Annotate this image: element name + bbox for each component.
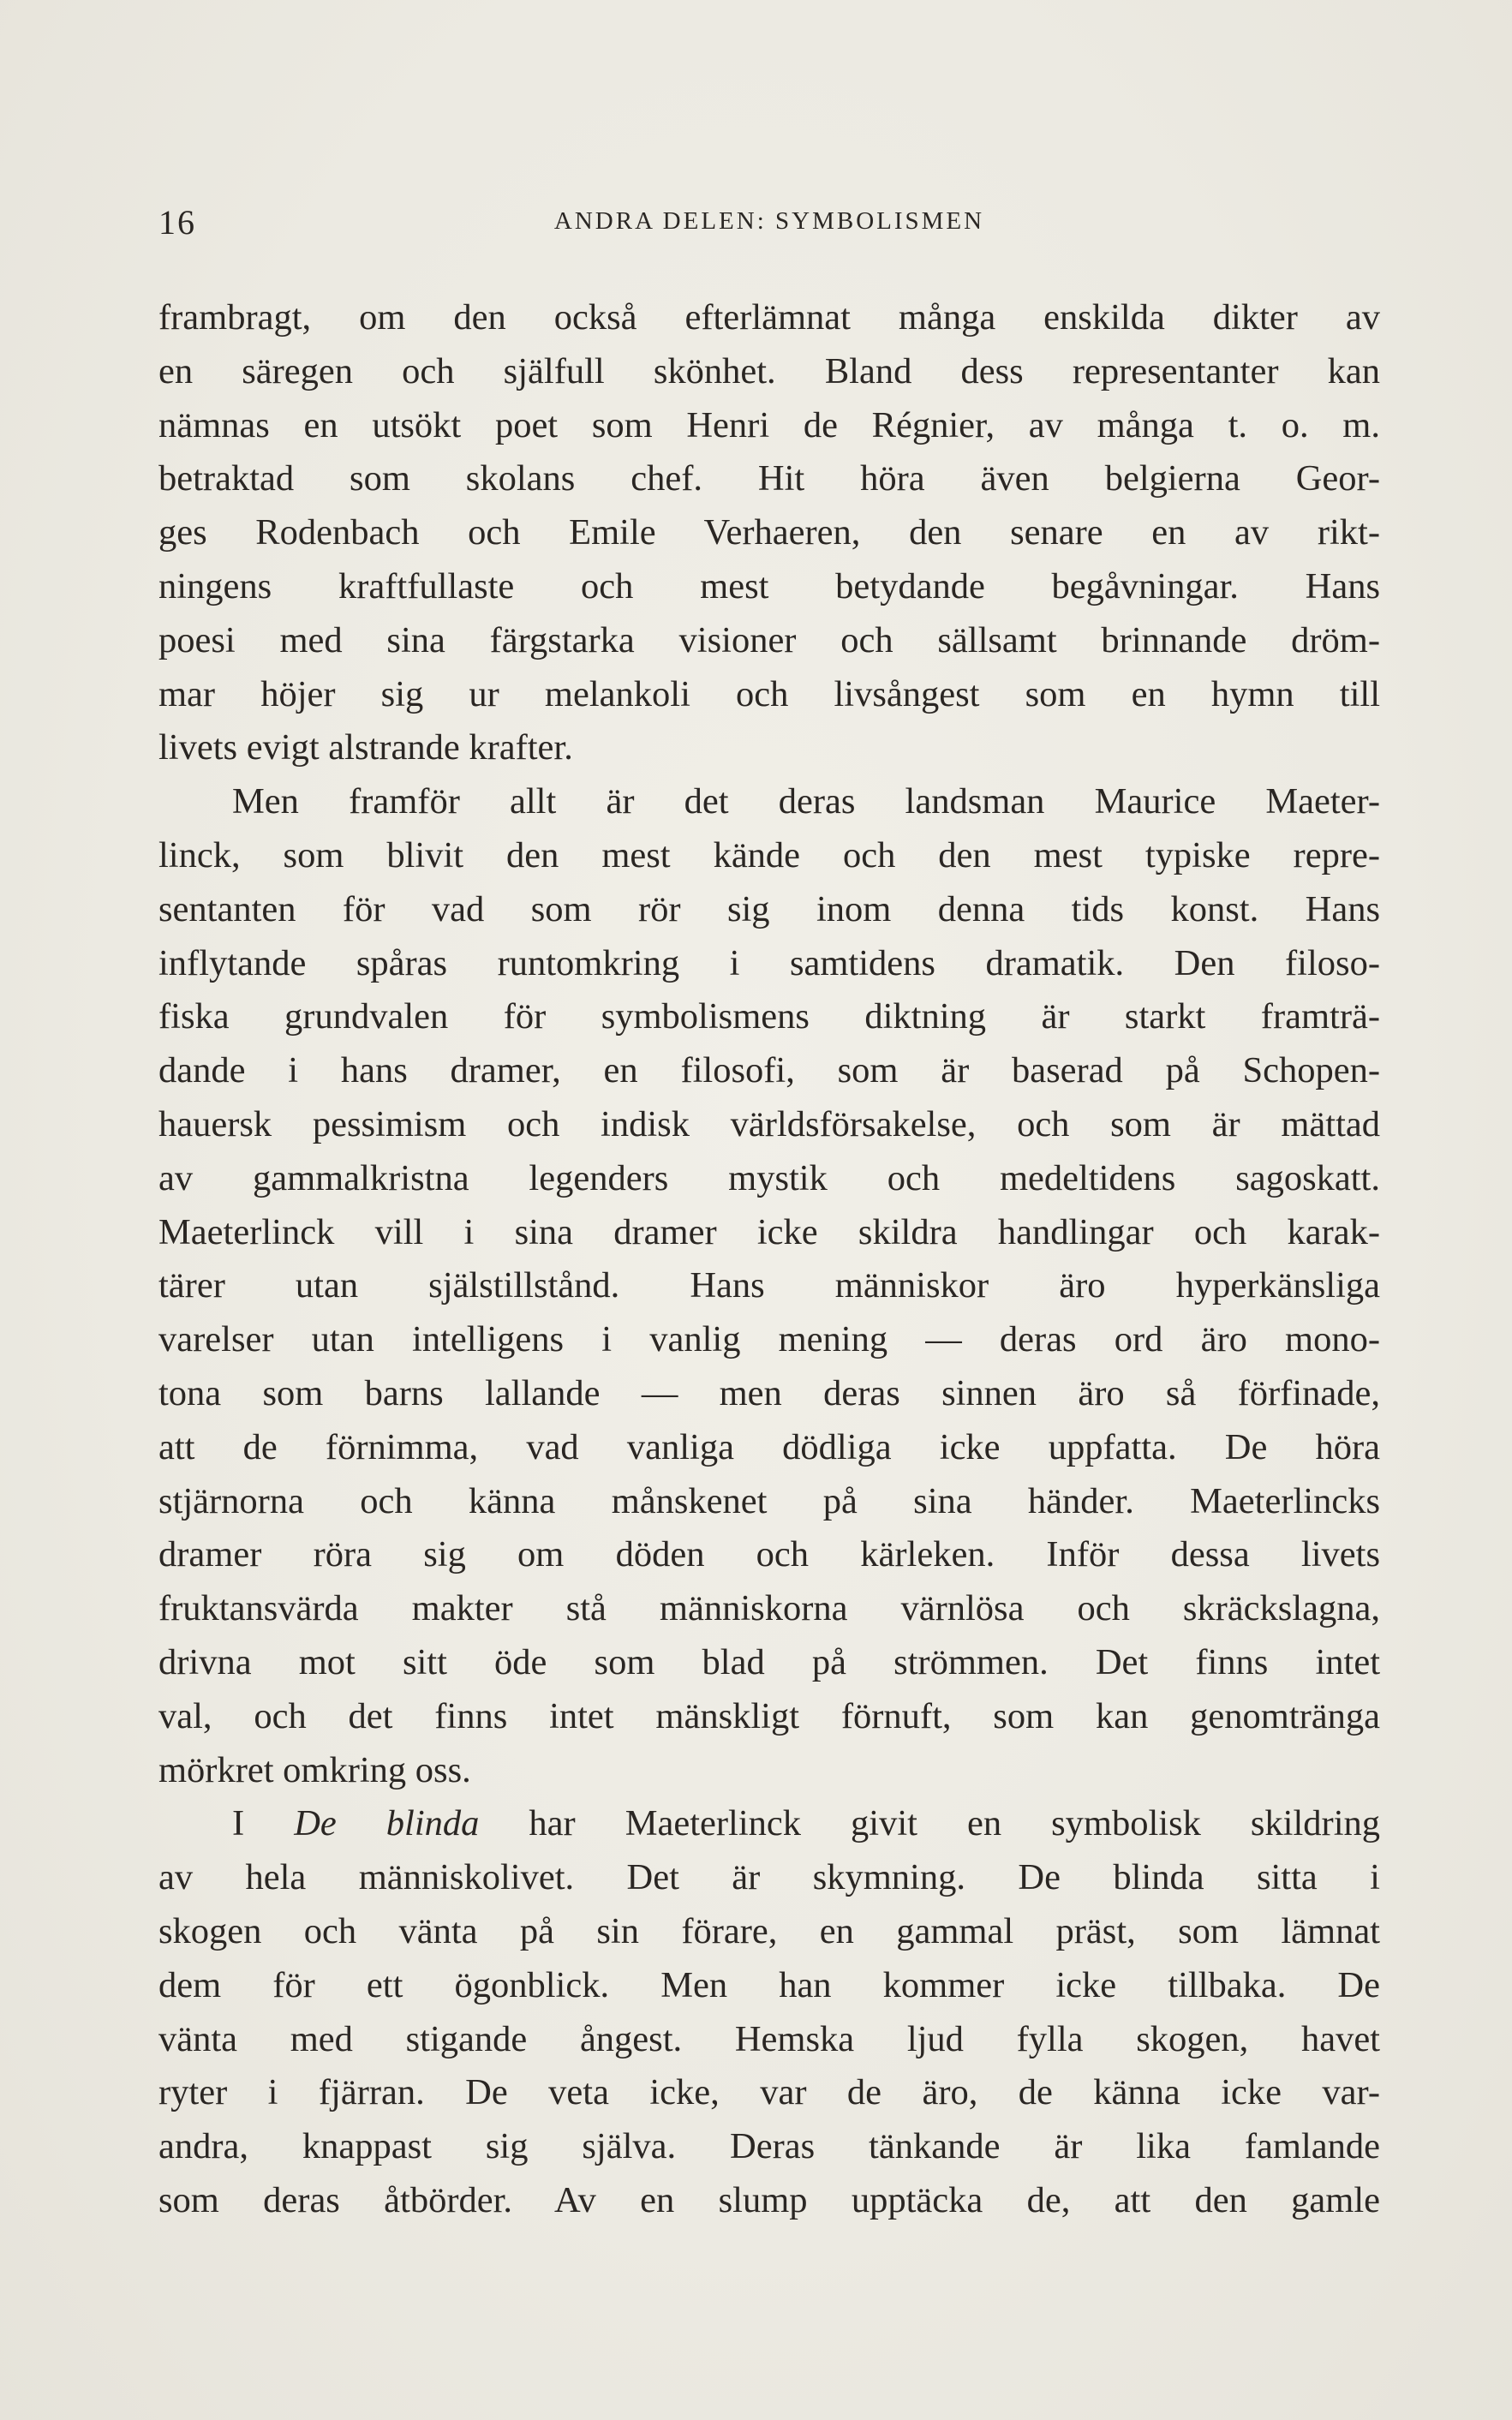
text-line: fiska grundvalen för symbolismens diktning är starkt framträ- (158, 996, 1380, 1037)
text-line: ges Rodenbach och Emile Verhaeren, den senare en av rikt- (158, 512, 1380, 553)
text-line: mar höjer sig ur melankoli och livsångest som en hymn till (158, 673, 1380, 714)
text-line: vänta med stigande ångest. Hemska ljud fylla skogen, havet (158, 2018, 1380, 2059)
text-line-with-title (158, 1797, 1380, 1851)
text-line: poesi med sina färgstarka visioner och sällsamt brinnande dröm- (158, 619, 1380, 660)
text-fragment: I (232, 1803, 295, 1844)
text-line: betraktad som skolans chef. Hit höra även belgierna Geor- (158, 458, 1380, 499)
play-title: De blinda (294, 1803, 480, 1844)
paragraph-1 (158, 291, 1380, 775)
running-head (158, 202, 1380, 250)
text-line: andra, knappast sig själva. Deras tänkande är lika famlande (158, 2126, 1380, 2167)
text-line: linck, som blivit den mest kände och den mest typiske repre- (158, 834, 1380, 875)
text-line: Men framför allt är det deras landsman Maurice Maeter- (232, 781, 1380, 822)
text-line: tärer utan själstillstånd. Hans människor äro hyperkänsliga (158, 1265, 1380, 1306)
text-line: av gammalkristna legenders mystik och medeltidens sagoskatt. (158, 1157, 1380, 1198)
text-fragment: har Maeterlinck givit en symbolisk skildring (479, 1803, 1381, 1844)
text-line: att de förnimma, vad vanliga dödliga icke uppfatta. De höra (158, 1426, 1380, 1467)
running-title: ANDRA DELEN: SYMBOLISMEN (553, 207, 985, 235)
paragraph-2 (158, 775, 1380, 1797)
text-line: livets evigt alstrande krafter. (158, 727, 573, 768)
text-line: stjärnorna och känna månskenet på sina händer. Maeterlincks (158, 1480, 1380, 1521)
text-line: varelser utan intelligens i vanlig mening — deras ord äro mono- (158, 1319, 1380, 1360)
text-line: sentanten för vad som rör sig inom denna tids konst. Hans (158, 888, 1380, 929)
text-line: nämnas en utsökt poet som Henri de Régnier, av många t. o. m. (158, 404, 1380, 445)
text-line: fruktansvärda makter stå människorna värnlösa och skräckslagna, (158, 1588, 1380, 1629)
text-line: mörkret omkring oss. (158, 1749, 471, 1790)
text-line: ningens kraftfullaste och mest betydande begåvningar. Hans (158, 565, 1380, 606)
text-line: tona som barns lallande — men deras sinnen äro så förfinade, (158, 1372, 1380, 1413)
text-line: val, och det finns intet mänskligt förnuft, som kan genomtränga (158, 1695, 1380, 1736)
text-line: dem för ett ögonblick. Men han kommer icke tillbaka. De (158, 1964, 1380, 2005)
text-line: skogen och vänta på sin förare, en gammal präst, som lämnat (158, 1910, 1380, 1951)
text-line: drivna mot sitt öde som blad på strömmen. Det finns intet (158, 1641, 1380, 1682)
text-line: inflytande spåras runtomkring i samtidens dramatik. Den filoso- (158, 942, 1380, 983)
text-line: dramer röra sig om döden och kärleken. Inför dessa livets (158, 1534, 1380, 1575)
text-line: Maeterlinck vill i sina dramer icke skildra handlingar och karak- (158, 1211, 1380, 1252)
text-line: dande i hans dramer, en filosofi, som är baserad på Schopen- (158, 1050, 1380, 1091)
text-line: av hela människolivet. Det är skymning. De blinda sitta i (158, 1857, 1380, 1898)
paragraph-3 (158, 1797, 1380, 2227)
text-line: frambragt, om den också efterlämnat många enskilda dikter av (158, 297, 1380, 338)
text-line: ryter i fjärran. De veta icke, var de äro, de känna icke var- (158, 2072, 1380, 2113)
text-line: som deras åtbörder. Av en slump upptäcka de, att den gamle (158, 2179, 1380, 2220)
page-number: 16 (158, 203, 196, 242)
body-text (158, 291, 1380, 2228)
text-line: en säregen och själfull skönhet. Bland dess representanter kan (158, 350, 1380, 391)
text-line: hauersk pessimism och indisk världsförsakelse, och som är mättad (158, 1103, 1380, 1144)
